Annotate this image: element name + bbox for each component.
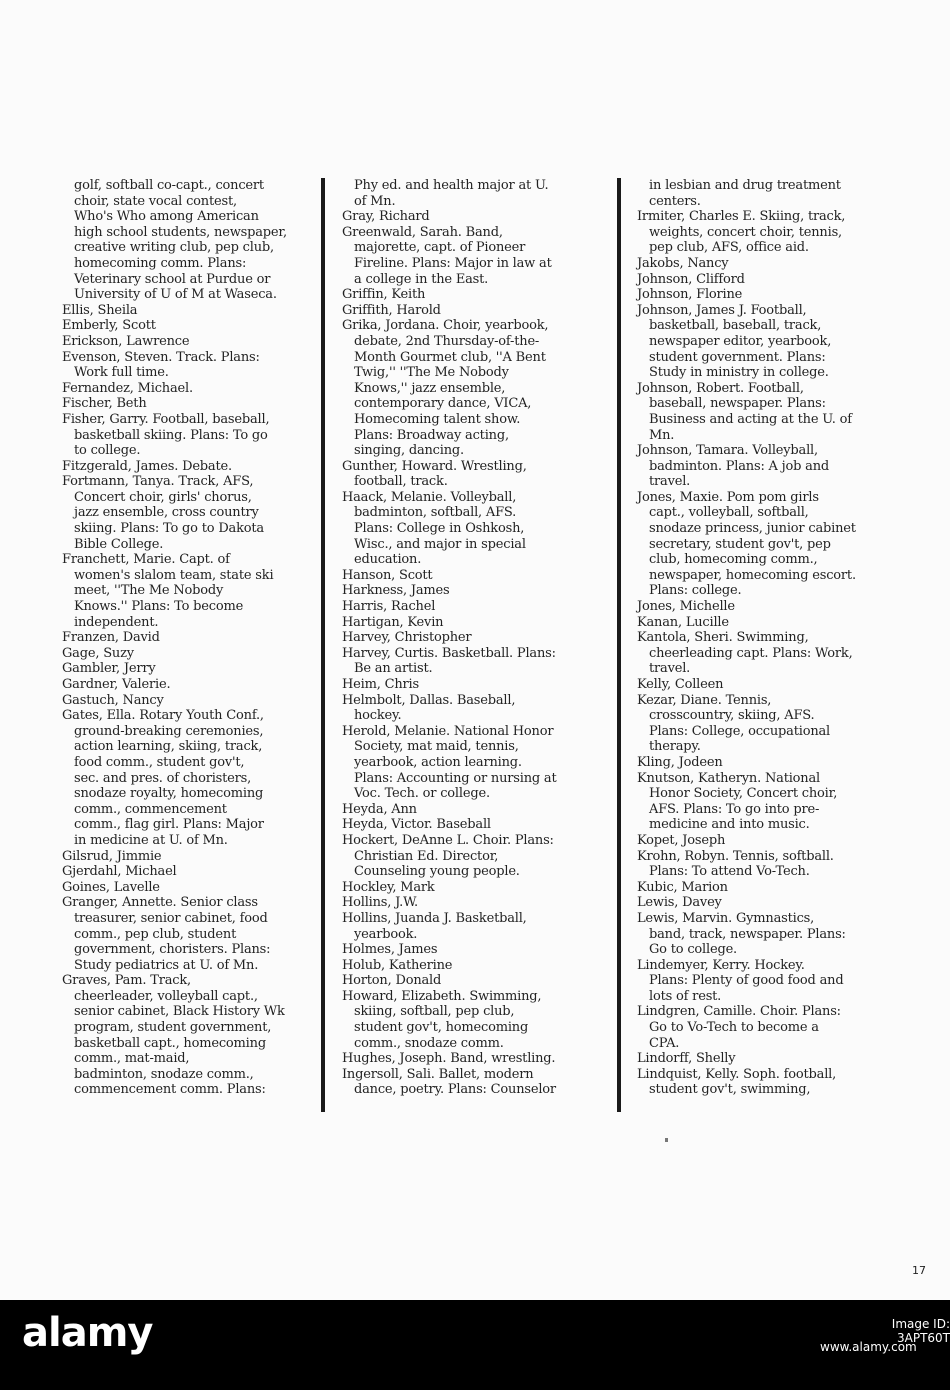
directory-entry: [342, 568, 610, 584]
directory-entry: [342, 724, 610, 802]
entry-detail-line: student government. Plans:: [649, 349, 826, 365]
entry-detail-line: Wisc., and major in special: [354, 536, 526, 552]
entry-detail-line: comm., commencement: [74, 801, 227, 817]
entry-name-line: Johnson, Tamara. Volleyball,: [637, 443, 818, 459]
entry-detail-line: Voc. Tech. or college.: [354, 786, 490, 802]
entry-detail-line: Veterinary school at Purdue or: [74, 271, 271, 287]
entry-name-line: Hockley, Mark: [342, 879, 435, 895]
entry-detail-line: Plans: Plenty of good food and: [649, 973, 844, 989]
entry-name-line: Kelly, Colleen: [637, 677, 724, 692]
directory-entry: [342, 599, 610, 615]
entry-name-line: Horton, Donald: [342, 973, 442, 989]
entry-detail-line: senior cabinet, Black History Wk: [74, 1004, 285, 1020]
entry-detail-line: a college in the East.: [354, 271, 489, 287]
entry-detail-line: action learning, skiing, track,: [74, 739, 263, 755]
entry-name-line: Jones, Maxie. Pom pom girls: [637, 489, 819, 505]
entry-detail-line: high school students, newspaper,: [74, 224, 287, 240]
directory-entry: [62, 677, 320, 693]
directory-entry: [62, 334, 320, 350]
directory-entry: [342, 630, 610, 646]
entry-detail-line: Plans: To attend Vo-Tech.: [649, 864, 810, 880]
directory-entry: [637, 911, 907, 958]
entry-name-line: golf, softball co-capt., concert: [74, 178, 264, 193]
directory-entry: [637, 958, 907, 1005]
directory-entry: [62, 350, 320, 381]
entry-name-line: Kanan, Lucille: [637, 614, 729, 630]
entry-name-line: Gardner, Valerie.: [62, 677, 171, 692]
entry-detail-line: dance, poetry. Plans: Counselor: [354, 1082, 556, 1098]
entry-detail-line: basketball capt., homecoming: [74, 1035, 266, 1051]
directory-entry: [637, 693, 907, 755]
entry-detail-line: Knows,'' jazz ensemble,: [354, 380, 506, 396]
directory-entry: [62, 849, 320, 865]
directory-entry: [342, 677, 610, 693]
entry-name-line: Grika, Jordana. Choir, yearbook,: [342, 318, 549, 334]
entry-name-line: Fortmann, Tanya. Track, AFS,: [62, 474, 254, 490]
entry-detail-line: hockey.: [354, 708, 402, 724]
column-1: [62, 178, 320, 1098]
entry-name-line: Gambler, Jerry: [62, 661, 156, 677]
directory-entry: [637, 443, 907, 490]
entry-detail-line: newspaper, homecoming escort.: [649, 567, 856, 583]
directory-entry: [342, 693, 610, 724]
entry-detail-line: sec. and pres. of choristers,: [74, 770, 252, 786]
entry-name-line: Kantola, Sheri. Swimming,: [637, 630, 809, 646]
entry-name-line: Krohn, Robyn. Tennis, softball.: [637, 848, 834, 864]
entry-detail-line: Who's Who among American: [74, 209, 259, 225]
entry-detail-line: cheerleading capt. Plans: Work,: [649, 645, 853, 661]
entry-detail-line: crosscountry, skiing, AFS.: [649, 708, 815, 724]
entry-detail-line: therapy.: [649, 739, 701, 755]
entry-name-line: Jakobs, Nancy: [637, 255, 729, 271]
directory-entry: [62, 661, 320, 677]
entry-name-line: Johnson, Florine: [637, 287, 743, 303]
entry-detail-line: Bible College.: [74, 536, 164, 552]
entry-detail-line: Mn.: [649, 427, 675, 443]
entry-detail-line: program, student government,: [74, 1020, 272, 1036]
entry-name-line: Ingersoll, Sali. Ballet, modern: [342, 1066, 534, 1082]
directory-entry: [637, 209, 907, 256]
entry-detail-line: skiing. Plans: To go to Dakota: [74, 521, 264, 537]
entry-detail-line: Plans: Broadway acting,: [354, 427, 509, 443]
directory-entry: [637, 849, 907, 880]
entry-name-line: Fischer, Beth: [62, 396, 147, 412]
directory-entry: [342, 303, 610, 319]
entry-name-line: Kopet, Joseph: [637, 832, 726, 848]
entry-detail-line: Plans: Accounting or nursing at: [354, 770, 557, 786]
entry-detail-line: to college.: [74, 443, 141, 459]
print-speck: [665, 1138, 668, 1142]
entry-detail-line: women's slalom team, state ski: [74, 567, 274, 583]
entry-detail-line: centers.: [649, 193, 701, 209]
entry-detail-line: Counseling young people.: [354, 864, 520, 880]
column-3: [637, 178, 907, 1098]
entry-detail-line: weights, concert choir, tennis,: [649, 224, 842, 240]
entry-detail-line: debate, 2nd Thursday-of-the-: [354, 333, 540, 349]
entry-detail-line: Study in ministry in college.: [649, 365, 829, 381]
watermark-image-id: Image ID: 3APT60T: [891, 1317, 950, 1345]
entry-detail-line: CPA.: [649, 1035, 680, 1051]
entry-detail-line: Go to Vo-Tech to become a: [649, 1020, 819, 1036]
entry-detail-line: of Mn.: [354, 193, 396, 209]
entry-detail-line: yearbook, action learning.: [354, 754, 522, 770]
entry-name-line: Harris, Rachel: [342, 599, 436, 615]
directory-entry: [342, 490, 610, 568]
directory-entry: [637, 381, 907, 443]
entry-name-line: Gage, Suzy: [62, 645, 134, 661]
entry-name-line: Herold, Melanie. National Honor: [342, 723, 554, 739]
entry-detail-line: badminton. Plans: A job and: [649, 458, 830, 474]
entry-detail-line: creative writing club, pep club,: [74, 240, 274, 256]
column-divider-1: [321, 178, 325, 1112]
directory-entry: [342, 880, 610, 896]
entry-detail-line: Twig,'' ''The Me Nobody: [354, 365, 509, 381]
entry-detail-line: travel.: [649, 474, 691, 490]
entry-name-line: Gates, Ella. Rotary Youth Conf.,: [62, 708, 264, 724]
entry-detail-line: Be an artist.: [354, 661, 433, 677]
entry-detail-line: secretary, student gov't, pep: [649, 536, 831, 552]
entry-name-line: Phy ed. and health major at U.: [354, 178, 549, 193]
entry-name-line: Hanson, Scott: [342, 567, 433, 583]
entry-detail-line: pep club, AFS, office aid.: [649, 240, 809, 256]
entry-detail-line: capt., volleyball, softball,: [649, 505, 809, 521]
directory-entry: [62, 178, 320, 303]
entry-detail-line: majorette, capt. of Pioneer: [354, 240, 526, 256]
entry-detail-line: Plans: College, occupational: [649, 723, 830, 739]
entry-detail-line: badminton, softball, AFS.: [354, 505, 517, 521]
entry-detail-line: lots of rest.: [649, 988, 722, 1004]
entry-name-line: Fernandez, Michael.: [62, 380, 193, 396]
entry-name-line: Griffin, Keith: [342, 287, 426, 303]
entry-detail-line: University of U of M at Waseca.: [74, 287, 277, 303]
entry-detail-line: travel.: [649, 661, 691, 677]
directory-entry: [62, 459, 320, 475]
directory-entry: [637, 677, 907, 693]
entry-name-line: Kezar, Diane. Tennis,: [637, 692, 772, 708]
directory-entry: [342, 615, 610, 631]
entry-name-line: Griffith, Harold: [342, 302, 441, 318]
entry-detail-line: Honor Society, Concert choir,: [649, 786, 838, 802]
column-divider-2: [617, 178, 621, 1112]
entry-detail-line: Business and acting at the U. of: [649, 411, 852, 427]
entry-detail-line: independent.: [74, 614, 159, 630]
entry-name-line: Holmes, James: [342, 942, 438, 958]
entry-name-line: Fitzgerald, James. Debate.: [62, 458, 232, 474]
watermark-logo: alamy: [22, 1310, 153, 1356]
entry-detail-line: in medicine at U. of Mn.: [74, 832, 228, 848]
directory-entry: [637, 1004, 907, 1051]
directory-entry: [342, 989, 610, 1051]
directory-entry: [637, 256, 907, 272]
entry-name-line: Holub, Katherine: [342, 957, 453, 973]
directory-entry: [342, 911, 610, 942]
entry-name-line: Knutson, Katheryn. National: [637, 770, 820, 786]
directory-entry: [342, 1051, 610, 1067]
entry-name-line: Lindorff, Shelly: [637, 1051, 736, 1067]
directory-entry: [637, 178, 907, 209]
directory-entry: [342, 958, 610, 974]
entry-detail-line: singing, dancing.: [354, 443, 464, 459]
entry-detail-line: badminton, snodaze comm.,: [74, 1066, 254, 1082]
entry-detail-line: Society, mat maid, tennis,: [354, 739, 519, 755]
entry-detail-line: Christian Ed. Director,: [354, 848, 499, 864]
entry-detail-line: student gov't, homecoming: [354, 1020, 529, 1036]
entry-detail-line: skiing, softball, pep club,: [354, 1004, 515, 1020]
entry-name-line: Lewis, Davey: [637, 895, 722, 911]
entry-detail-line: comm., pep club, student: [74, 926, 237, 942]
entry-name-line: Lindgren, Camille. Choir. Plans:: [637, 1004, 841, 1020]
directory-entry: [637, 880, 907, 896]
directory-entry: [342, 318, 610, 458]
entry-name-line: Gray, Richard: [342, 209, 430, 225]
entry-name-line: Jones, Michelle: [637, 599, 735, 615]
entry-name-line: Hollins, Juanda J. Basketball,: [342, 910, 527, 926]
directory-entry: [637, 303, 907, 381]
entry-detail-line: choir, state vocal contest,: [74, 193, 237, 209]
entry-name-line: Harkness, James: [342, 583, 450, 599]
entry-detail-line: Fireline. Plans: Major in law at: [354, 255, 552, 271]
directory-entry: [637, 615, 907, 631]
entry-detail-line: Homecoming talent show.: [354, 411, 521, 427]
directory-entry: [62, 474, 320, 552]
directory-entry: [62, 303, 320, 319]
entry-detail-line: comm., mat-maid,: [74, 1051, 190, 1067]
entry-name-line: Kubic, Marion: [637, 879, 728, 895]
entry-detail-line: Go to college.: [649, 942, 737, 958]
entry-detail-line: government, choristers. Plans:: [74, 942, 271, 958]
directory-entry: [342, 1067, 610, 1098]
entry-name-line: Granger, Annette. Senior class: [62, 895, 258, 911]
entry-name-line: Erickson, Lawrence: [62, 333, 190, 349]
directory-entry: [637, 599, 907, 615]
directory-entry: [62, 895, 320, 973]
directory-entry: [342, 895, 610, 911]
directory-entry: [637, 630, 907, 677]
directory-entry: [637, 490, 907, 599]
directory-entry: [342, 583, 610, 599]
directory-entry: [637, 833, 907, 849]
entry-detail-line: newspaper editor, yearbook,: [649, 333, 832, 349]
entry-name-line: Johnson, James J. Football,: [637, 302, 807, 318]
entry-name-line: Evenson, Steven. Track. Plans:: [62, 349, 260, 365]
entry-detail-line: meet, ''The Me Nobody: [74, 583, 224, 599]
entry-name-line: Fisher, Garry. Football, baseball,: [62, 411, 270, 427]
directory-entry: [342, 178, 610, 209]
entry-name-line: Harvey, Christopher: [342, 630, 472, 646]
entry-name-line: Heim, Chris: [342, 677, 419, 692]
entry-name-line: Heyda, Victor. Baseball: [342, 817, 491, 833]
entry-detail-line: baseball, newspaper. Plans:: [649, 396, 826, 412]
entry-detail-line: Month Gourmet club, ''A Bent: [354, 349, 546, 365]
entry-name-line: Goines, Lavelle: [62, 879, 160, 895]
entry-name-line: Johnson, Robert. Football,: [637, 380, 804, 396]
entry-detail-line: yearbook.: [354, 926, 418, 942]
entry-name-line: Hartigan, Kevin: [342, 614, 444, 630]
directory-entry: [342, 973, 610, 989]
entry-detail-line: Knows.'' Plans: To become: [74, 599, 244, 615]
entry-name-line: Lindemyer, Kerry. Hockey.: [637, 957, 805, 973]
directory-entry: [342, 802, 610, 818]
entry-detail-line: commencement comm. Plans:: [74, 1082, 266, 1098]
directory-entry: [62, 973, 320, 1098]
entry-name-line: Lindquist, Kelly. Soph. football,: [637, 1066, 837, 1082]
entry-name-line: Franzen, David: [62, 630, 160, 646]
entry-detail-line: Work full time.: [74, 365, 169, 381]
entry-name-line: Gjerdahl, Michael: [62, 864, 177, 880]
directory-entry: [62, 412, 320, 459]
entry-detail-line: snodaze royalty, homecoming: [74, 786, 264, 802]
entry-detail-line: ground-breaking ceremonies,: [74, 723, 264, 739]
directory-entry: [62, 880, 320, 896]
entry-name-line: Lewis, Marvin. Gymnastics,: [637, 910, 815, 926]
directory-entry: [637, 755, 907, 771]
directory-entry: [637, 1067, 907, 1098]
directory-entry: [62, 552, 320, 630]
entry-name-line: Harvey, Curtis. Basketball. Plans:: [342, 645, 556, 661]
entry-name-line: Gunther, Howard. Wrestling,: [342, 458, 527, 474]
entry-name-line: Haack, Melanie. Volleyball,: [342, 489, 517, 505]
entry-detail-line: education.: [354, 552, 422, 568]
watermark-url: www.alamy.com: [820, 1340, 917, 1354]
directory-entry: [637, 287, 907, 303]
entry-detail-line: AFS. Plans: To go into pre-: [649, 801, 820, 817]
directory-entry: [637, 1051, 907, 1067]
entry-detail-line: band, track, newspaper. Plans:: [649, 926, 846, 942]
directory-entry: [62, 396, 320, 412]
directory-entry: [637, 272, 907, 288]
directory-entry: [62, 630, 320, 646]
directory-entry: [342, 833, 610, 880]
entry-name-line: Kling, Jodeen: [637, 754, 723, 770]
entry-name-line: in lesbian and drug treatment: [649, 178, 841, 193]
entry-name-line: Howard, Elizabeth. Swimming,: [342, 988, 542, 1004]
entry-detail-line: club, homecoming comm.,: [649, 552, 818, 568]
entry-detail-line: football, track.: [354, 474, 448, 490]
directory-entry: [62, 693, 320, 709]
entry-detail-line: student gov't, swimming,: [649, 1082, 811, 1098]
entry-name-line: Johnson, Clifford: [637, 271, 745, 287]
entry-detail-line: Plans: College in Oshkosh,: [354, 521, 525, 537]
entry-detail-line: food comm., student gov't,: [74, 754, 245, 770]
entry-name-line: Greenwald, Sarah. Band,: [342, 224, 503, 240]
entry-detail-line: comm., flag girl. Plans: Major: [74, 817, 264, 833]
entry-detail-line: Plans: college.: [649, 583, 742, 599]
column-2: [342, 178, 610, 1098]
entry-name-line: Heyda, Ann: [342, 801, 417, 817]
entry-name-line: Gastuch, Nancy: [62, 692, 164, 708]
directory-entry: [62, 864, 320, 880]
directory-entry: [637, 895, 907, 911]
directory-entry: [637, 771, 907, 833]
entry-detail-line: cheerleader, volleyball capt.,: [74, 988, 258, 1004]
entry-name-line: Franchett, Marie. Capt. of: [62, 552, 230, 568]
entry-name-line: Helmbolt, Dallas. Baseball,: [342, 692, 516, 708]
entry-name-line: Gilsrud, Jimmie: [62, 848, 162, 864]
directory-entry: [62, 646, 320, 662]
entry-detail-line: Concert choir, girls' chorus,: [74, 489, 252, 505]
entry-detail-line: contemporary dance, VICA,: [354, 396, 532, 412]
directory-entry: [342, 817, 610, 833]
entry-detail-line: basketball skiing. Plans: To go: [74, 427, 268, 443]
entry-detail-line: treasurer, senior cabinet, food: [74, 910, 268, 926]
entry-detail-line: basketball, baseball, track,: [649, 318, 822, 334]
entry-name-line: Irmiter, Charles E. Skiing, track,: [637, 209, 846, 225]
directory-entry: [62, 381, 320, 397]
directory-entry: [342, 209, 610, 225]
directory-entry: [62, 318, 320, 334]
directory-entry: [342, 225, 610, 287]
entry-detail-line: snodaze princess, junior cabinet: [649, 521, 856, 537]
entry-name-line: Graves, Pam. Track,: [62, 973, 191, 989]
entry-detail-line: medicine and into music.: [649, 817, 810, 833]
entry-name-line: Hollins, J.W.: [342, 895, 418, 911]
directory-entry: [62, 708, 320, 848]
entry-detail-line: Study pediatrics at U. of Mn.: [74, 957, 259, 973]
entry-name-line: Hughes, Joseph. Band, wrestling.: [342, 1051, 556, 1067]
entry-detail-line: comm., snodaze comm.: [354, 1035, 504, 1051]
directory-entry: [342, 646, 610, 677]
directory-entry: [342, 942, 610, 958]
page-number: 17: [912, 1264, 926, 1277]
entry-detail-line: jazz ensemble, cross country: [74, 505, 259, 521]
directory-entry: [342, 459, 610, 490]
entry-name-line: Ellis, Sheila: [62, 302, 138, 318]
entry-name-line: Hockert, DeAnne L. Choir. Plans:: [342, 832, 554, 848]
directory-entry: [342, 287, 610, 303]
entry-name-line: Emberly, Scott: [62, 318, 156, 334]
entry-detail-line: homecoming comm. Plans:: [74, 255, 247, 271]
